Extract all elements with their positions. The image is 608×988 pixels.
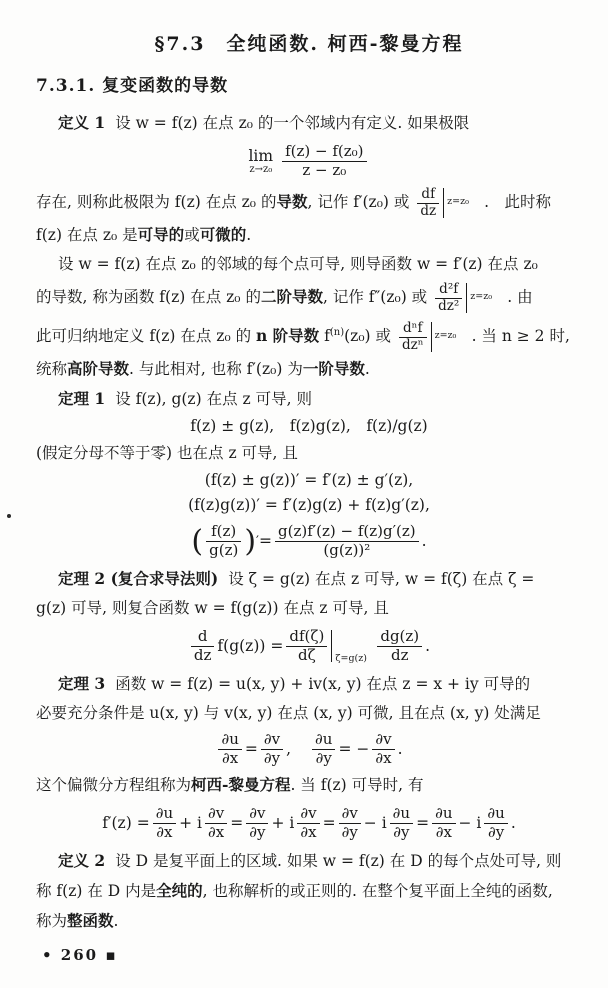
du-dx-fraction	[432, 805, 455, 841]
right-paren: )	[244, 523, 257, 559]
evaluation-subscript: z=z₀	[434, 330, 457, 342]
du-dx-fraction	[153, 805, 176, 841]
equals-sign: =	[322, 814, 336, 833]
dg-dz-fraction	[377, 628, 422, 664]
formula-difference-quotient-limit	[36, 138, 582, 184]
dv-dy-fraction	[246, 805, 268, 841]
formula-chain-rule	[36, 623, 582, 669]
d2f-dz2-fraction	[435, 282, 462, 314]
paragraph-derivative-definition-line2	[36, 220, 582, 250]
fraction-numerator: ∂v	[339, 805, 361, 823]
period: .	[421, 532, 427, 551]
fraction-denominator: ∂y	[393, 822, 410, 841]
paragraph-higher-derivatives-line2	[36, 279, 582, 315]
dv-dx-fraction	[297, 805, 319, 841]
term-differentiable-2: 可微的	[199, 225, 247, 244]
period: .	[425, 637, 431, 656]
text-run: (假定分母不等于零) 也在点 z 可导, 且	[36, 444, 298, 463]
dv-dy-fraction	[339, 805, 361, 841]
paragraph-theorem-1	[36, 384, 582, 414]
operator: − i	[458, 814, 482, 833]
equals-sign: =	[259, 532, 272, 551]
fraction-denominator: dz	[390, 645, 409, 664]
paragraph-theorem-1-condition	[36, 439, 582, 468]
formula-sum-rule: (f(z) ± g(z))′ = f′(z) ± g′(z),	[204, 471, 414, 490]
text-run: , 记作 f″(z₀) 或	[322, 288, 428, 306]
fraction-numerator: ∂u	[390, 805, 413, 823]
text-run: g(z) 可导, 则复合函数 w = f(g(z)) 在点 z 可导, 且	[36, 599, 389, 618]
theorem-2-label: 定理 2 (复合求导法则)	[58, 569, 219, 589]
paragraph-definition-2	[36, 846, 582, 876]
text-run: .	[246, 226, 252, 244]
fraction-numerator: g(z)f′(z) − f(z)g′(z)	[275, 523, 419, 541]
operator: + i	[271, 814, 295, 833]
paragraph-definition-2-line2	[36, 876, 582, 906]
fraction-denominator: ∂x	[300, 822, 317, 841]
fraction-denominator: ∂y	[341, 822, 358, 841]
text-run: , 也称解析的或正则的. 在整个复平面上全纯的函数,	[202, 882, 553, 901]
du-dx-fraction	[218, 731, 241, 767]
paragraph-derivative-definition	[36, 184, 582, 220]
quotient-right-fraction	[275, 523, 419, 559]
paragraph-definition-1	[36, 108, 582, 138]
paragraph-cauchy-riemann-name	[36, 770, 582, 800]
term-cauchy-riemann-equations: 柯西-黎曼方程	[191, 775, 291, 795]
text-run: . 由	[507, 288, 533, 306]
text-run: 的导数, 称为函数 f(z) 在点 z₀ 的	[36, 288, 261, 306]
comma: ,	[286, 740, 292, 759]
term-entire-function: 整函数	[67, 911, 114, 931]
section-title: §7.3 全纯函数. 柯西-黎曼方程	[154, 33, 464, 55]
evaluation-bar	[431, 322, 472, 352]
text-run: . 当 n ≥ 2 时,	[471, 327, 570, 346]
scan-ink-speck	[7, 514, 11, 518]
lim-subscript: z→z₀	[249, 163, 273, 175]
operator: − i	[363, 814, 387, 833]
fraction-numerator: f(z) − f(z₀)	[282, 143, 366, 161]
fraction-denominator: dζ	[297, 645, 316, 664]
left-paren: (	[191, 523, 204, 559]
evaluation-bar	[443, 188, 484, 218]
df-dz-fraction	[417, 187, 439, 219]
fraction-numerator: df(ζ)	[286, 628, 327, 646]
limit-operator	[248, 148, 273, 175]
prime-mark: ′	[256, 533, 259, 549]
text-run: 必要充分条件是 u(x, y) 与 v(x, y) 在点 (x, y) 可微, 且在点 (x, y) 处满足	[36, 704, 541, 723]
equals-sign: =	[416, 814, 430, 833]
paragraph-higher-derivatives-line1	[36, 250, 582, 279]
fraction-numerator: f(z)	[206, 523, 241, 541]
text-run: 存在, 则称此极限为 f(z) 在点 z₀ 的	[36, 193, 277, 211]
paragraph-higher-derivatives-line4	[36, 354, 582, 384]
equals-sign: =	[244, 740, 258, 759]
fraction-numerator: ∂u	[432, 805, 455, 823]
fraction-numerator: ∂v	[205, 805, 227, 823]
term-first-derivative: 一阶导数	[302, 359, 365, 379]
fraction-numerator: ∂u	[484, 805, 507, 823]
formula-cauchy-riemann	[36, 728, 582, 770]
fraction-numerator: ∂v	[297, 805, 319, 823]
text-run: 此可归纳地定义 f(z) 在点 z₀ 的	[36, 327, 257, 346]
fraction-denominator: g(z)	[209, 540, 239, 559]
text-run: 称为	[36, 912, 68, 931]
dv-dx-fraction	[372, 731, 394, 767]
fraction-denominator: ∂x	[375, 748, 392, 767]
paragraph-theorem-3	[36, 669, 582, 699]
paragraph-theorem-3-line2	[36, 699, 582, 728]
text-run: 这个偏微分方程组称为	[36, 776, 192, 795]
dnf-dzn-fraction	[399, 321, 427, 353]
formula-quotient-rule	[36, 518, 582, 564]
dv-dy-fraction	[261, 731, 283, 767]
definition-1-text: 设 w = f(z) 在点 z₀ 的一个邻域内有定义. 如果极限	[115, 114, 470, 132]
df-dzeta-fraction	[286, 628, 327, 664]
text-run: , 记作 f′(z₀) 或	[307, 193, 410, 211]
du-dy-fraction	[312, 731, 335, 767]
term-second-derivative: 二阶导数	[260, 287, 323, 306]
fraction-denominator: (g(z))²	[323, 540, 371, 559]
text-run: . 与此相对, 也称 f′(z₀) 为	[129, 360, 303, 379]
text-run: f(g(z)) =	[217, 637, 284, 656]
dv-dx-fraction	[205, 805, 227, 841]
fraction-denominator: dz²	[438, 297, 460, 314]
term-derivative: 导数	[276, 192, 308, 211]
du-dy-fraction	[390, 805, 413, 841]
fraction-numerator: ∂u	[153, 805, 176, 823]
evaluation-bar	[331, 630, 374, 665]
fraction-numerator: df	[417, 187, 439, 204]
period: .	[510, 814, 516, 833]
theorem-3-label: 定理 3	[58, 674, 106, 694]
period: .	[397, 740, 403, 759]
paragraph-definition-2-line3	[36, 906, 582, 936]
term-differentiable: 可导的	[137, 225, 185, 244]
fraction-denominator: dzⁿ	[401, 336, 424, 353]
fraction-denominator: ∂x	[207, 822, 225, 841]
definition-1-label: 定义 1	[58, 113, 106, 132]
theorem-2-text: 设 ζ = g(z) 在点 z 可导, w = f(ζ) 在点 ζ =	[228, 570, 535, 589]
text-run: 设 w = f(z) 在点 z₀ 的邻域的每个点可导, 则导函数 w = f′(z) 在点 z₀	[58, 255, 538, 273]
fraction-numerator: d²f	[435, 282, 462, 299]
formula-product-rule: (f(z)g(z))′ = f′(z)g(z) + f(z)g′(z),	[188, 496, 430, 515]
du-dy-fraction	[484, 805, 507, 841]
text-run: f	[319, 327, 330, 346]
text-run: 称 f(z) 在 D 内是	[36, 882, 157, 901]
fraction-denominator: dz	[420, 202, 437, 219]
equals-minus-sign: = −	[338, 740, 370, 759]
fraction-denominator: ∂y	[315, 748, 332, 767]
fraction-denominator: ∂x	[222, 748, 239, 767]
theorem-1-label: 定理 1	[58, 389, 106, 409]
page-number: • 260 ▪	[42, 946, 118, 964]
definition-2-text: 设 D 是复平面上的区域. 如果 w = f(z) 在 D 的每个点处可导, 则	[115, 852, 562, 871]
text-run: .	[113, 912, 119, 931]
text-run: f(z) 在点 z₀ 是	[36, 226, 138, 244]
evaluation-subscript: ζ=g(z)	[335, 653, 367, 665]
text-run: (z₀) 或	[344, 327, 392, 346]
text-run: . 此时称	[484, 193, 552, 211]
fraction-denominator: ∂x	[435, 822, 452, 841]
d-dz-operator	[191, 628, 215, 664]
lead-expression: f′(z) =	[102, 814, 150, 833]
paragraph-theorem-2-line2	[36, 594, 582, 623]
lim-word: lim	[248, 146, 274, 165]
fraction-numerator: ∂u	[312, 731, 335, 749]
theorem-1-text: 设 f(z), g(z) 在点 z 可导, 则	[115, 390, 312, 409]
fraction-numerator: dg(z)	[377, 628, 422, 646]
equals-sign: =	[230, 814, 244, 833]
fraction-denominator: ∂y	[263, 748, 281, 767]
paragraph-higher-derivatives-line3	[36, 315, 582, 354]
text-run: 统称	[36, 360, 68, 379]
term-higher-derivative: 高阶导数	[67, 359, 130, 379]
formula-function-combinations: f(z) ± g(z), f(z)g(z), f(z)/g(z)	[190, 417, 428, 436]
term-nth-derivative: n 阶导数	[256, 326, 320, 346]
fraction-numerator: ∂u	[218, 731, 241, 749]
operator: + i	[179, 814, 202, 833]
fraction-denominator: dz	[193, 645, 212, 664]
difference-quotient-fraction	[282, 143, 366, 179]
quotient-left-fraction	[206, 523, 241, 559]
fraction-denominator: ∂y	[487, 822, 505, 841]
term-holomorphic: 全纯的	[156, 881, 203, 901]
superscript-n: (n)	[329, 327, 345, 338]
fraction-numerator: ∂v	[372, 731, 394, 749]
fraction-numerator: dⁿf	[399, 321, 427, 338]
subsection-heading: 7.3.1. 复变函数的导数	[36, 76, 229, 96]
fraction-numerator: d	[191, 628, 215, 646]
fraction-numerator: ∂v	[246, 805, 268, 823]
formula-derivative-partials	[36, 800, 582, 846]
text-run: 或	[184, 226, 200, 244]
theorem-3-text: 函数 w = f(z) = u(x, y) + iv(x, y) 在点 z = x + iy 可导的	[115, 675, 531, 694]
evaluation-subscript: z=z₀	[447, 196, 469, 207]
fraction-denominator: z − z₀	[302, 160, 347, 179]
text-run: . 当 f(z) 可导时, 有	[290, 776, 424, 795]
evaluation-bar	[466, 283, 507, 313]
evaluation-subscript: z=z₀	[470, 291, 493, 302]
text-run: .	[364, 360, 370, 379]
fraction-numerator: ∂v	[261, 731, 283, 749]
definition-2-label: 定义 2	[58, 851, 106, 871]
fraction-denominator: ∂y	[249, 822, 266, 841]
paragraph-theorem-2	[36, 564, 582, 594]
fraction-denominator: ∂x	[156, 822, 173, 841]
